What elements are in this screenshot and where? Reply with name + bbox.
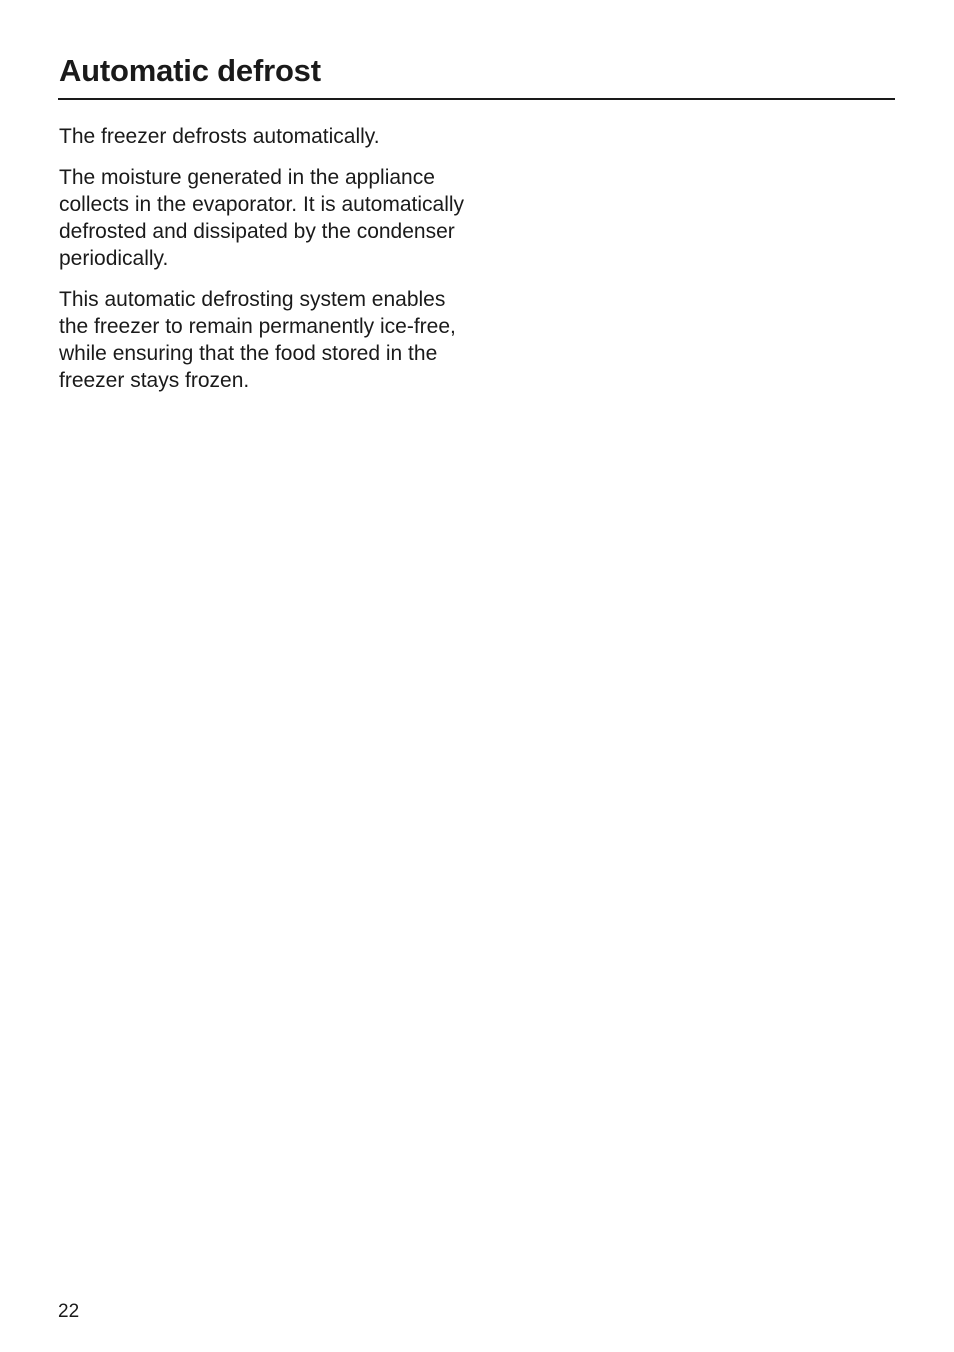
paragraph-intro: The freezer defrosts automatically. bbox=[59, 125, 380, 148]
paragraph-moisture: The moisture generated in the appliance collects in the evaporator. It is automatically defrosted and dissipated by the condenser periodically. bbox=[59, 166, 465, 270]
body-text-column bbox=[59, 123, 469, 408]
title-divider bbox=[58, 98, 895, 100]
page-title: Automatic defrost bbox=[59, 53, 321, 88]
page-number: 22 bbox=[58, 1301, 80, 1322]
paragraph-defrost-system: This automatic defrosting system enables the freezer to remain permanently ice-free, while ensuring that the food stored in the freezer stays frozen. bbox=[59, 288, 456, 392]
